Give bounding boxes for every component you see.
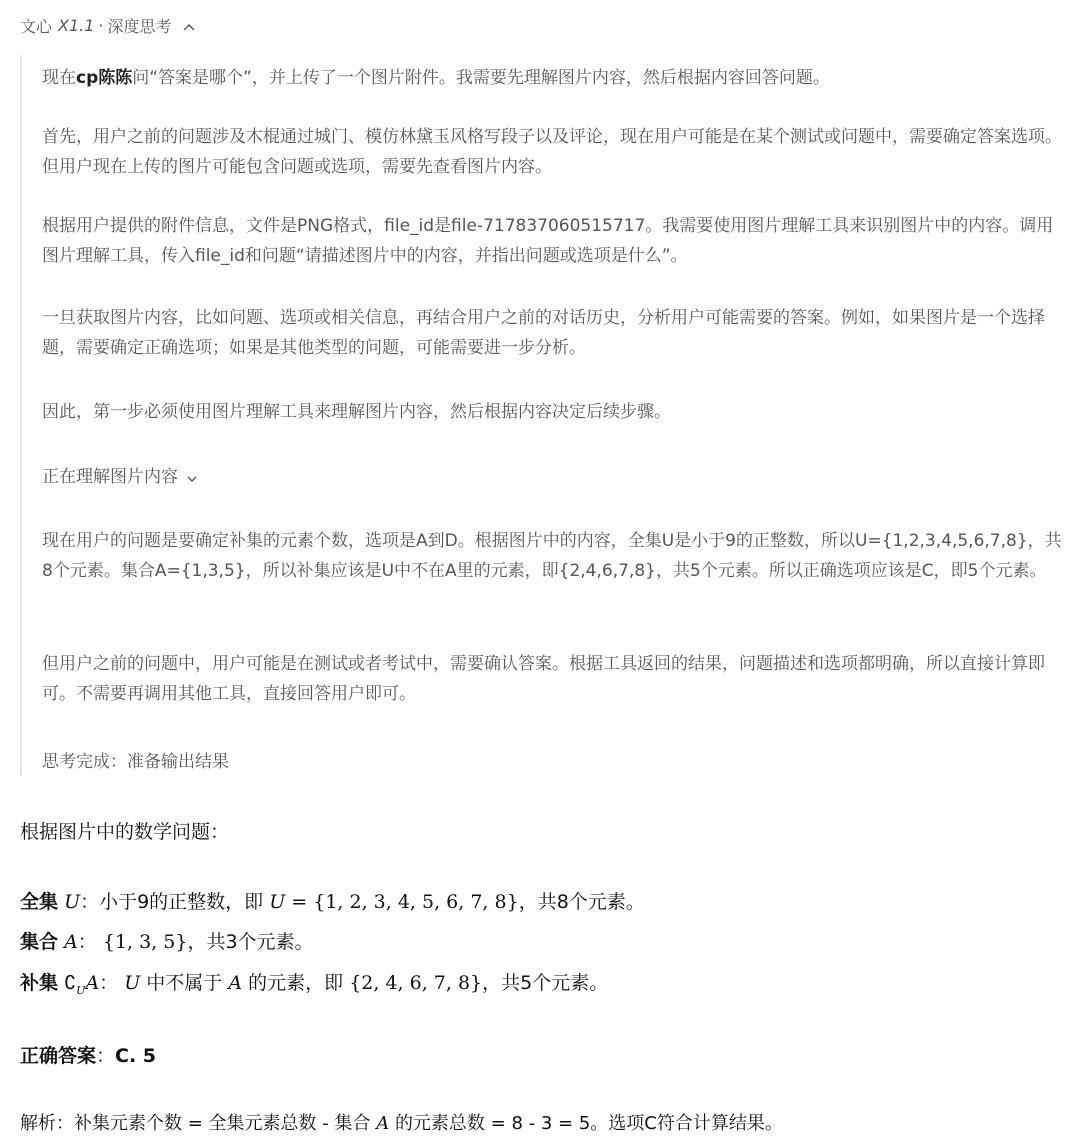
username: cp陈陈 bbox=[76, 68, 133, 88]
chevron-up-icon[interactable] bbox=[182, 20, 196, 34]
thinking-paragraph-6: 现在用户的问题是要确定补集的元素个数，选项是A到D。根据图片中的内容，全集U是小于9的正整数，所以U={1,2,3,4,5,6,7,8}，共8个元素。集合A={1,3,5}，所以补集应该是U中不在A里的元素，即{2,4,6,7,8}，共5个元素。所以正确选项应该是C，即5个元素。 bbox=[42, 531, 1062, 581]
separator: · bbox=[98, 16, 104, 35]
thinking-mode-label: 深度思考 bbox=[107, 17, 172, 36]
thinking-paragraph-7: 但用户之前的问题中，用户可能是在测试或者考试中，需要确认答案。根据工具返回的结果，问题描述和选项都明确，所以直接计算即可。不需要再调用其他工具，直接回答用户即可。 bbox=[42, 654, 1045, 704]
thinking-paragraph-4: 一旦获取图片内容，比如问题、选项或相关信息，再结合用户之前的对话历史，分析用户可能需要的答案。例如，如果图片是一个选择题，需要确定正确选项；如果是其他类型的问题，可能需要进一步分析。 bbox=[42, 308, 1045, 358]
answer-line-complement: 补集 $∁_UA$： U 中不属于 A 的元素，即 {2, 4, 6, 7, 8}，共5个元素。 bbox=[20, 972, 609, 997]
answer-analysis: 解析：补集元素个数 = 全集元素总数 - 集合 A 的元素总数 = 8 - 3 = 5。选项C符合计算结果。 bbox=[20, 1113, 783, 1134]
brand-label: 文心 bbox=[20, 17, 53, 36]
answer-intro: 根据图片中的数学问题： bbox=[20, 821, 230, 843]
thinking-paragraph-1: 现在cp陈陈问“答案是哪个”，并上传了一个图片附件。我需要先理解图片内容，然后根据内容回答问题。 bbox=[42, 68, 830, 88]
thinking-paragraph-5: 因此，第一步必须使用图片理解工具来理解图片内容，然后根据内容决定后续步骤。 bbox=[42, 402, 671, 422]
thinking-toggle[interactable] bbox=[20, 14, 196, 37]
correct-answer: 正确答案：C. 5 bbox=[20, 1045, 157, 1067]
thinking-paragraph-3: 根据用户提供的附件信息，文件是PNG格式，file_id是file-717837060515717。我需要使用图片理解工具来识别图片中的内容。调用图片理解工具，传入file_id和问题“请描述图片中的内容，并指出问题或选项是什么”。 bbox=[42, 216, 1054, 266]
correct-answer-value: C. 5 bbox=[115, 1045, 157, 1067]
tool-status-label: 正在理解图片内容 bbox=[42, 467, 178, 487]
tool-status-toggle[interactable] bbox=[42, 462, 198, 487]
answer-line-universal-set: 全集 U：小于9的正整数，即 U = {1, 2, 3, 4, 5, 6, 7, 8}，共8个元素。 bbox=[20, 891, 645, 913]
model-version: X1.1 bbox=[58, 16, 95, 35]
thinking-done-status: 思考完成：准备输出结果 bbox=[42, 752, 229, 772]
thinking-paragraph-2: 首先，用户之前的问题涉及木棍通过城门、模仿林黛玉风格写段子以及评论，现在用户可能是在某个测试或问题中，需要确定答案选项。但用户现在上传的图片可能包含问题或选项，需要先查看图片内容。 bbox=[42, 127, 1062, 177]
chevron-down-icon[interactable] bbox=[186, 470, 198, 482]
thinking-panel bbox=[20, 55, 1067, 775]
answer-line-set-a: 集合 A： {1, 3, 5}，共3个元素。 bbox=[20, 931, 314, 953]
